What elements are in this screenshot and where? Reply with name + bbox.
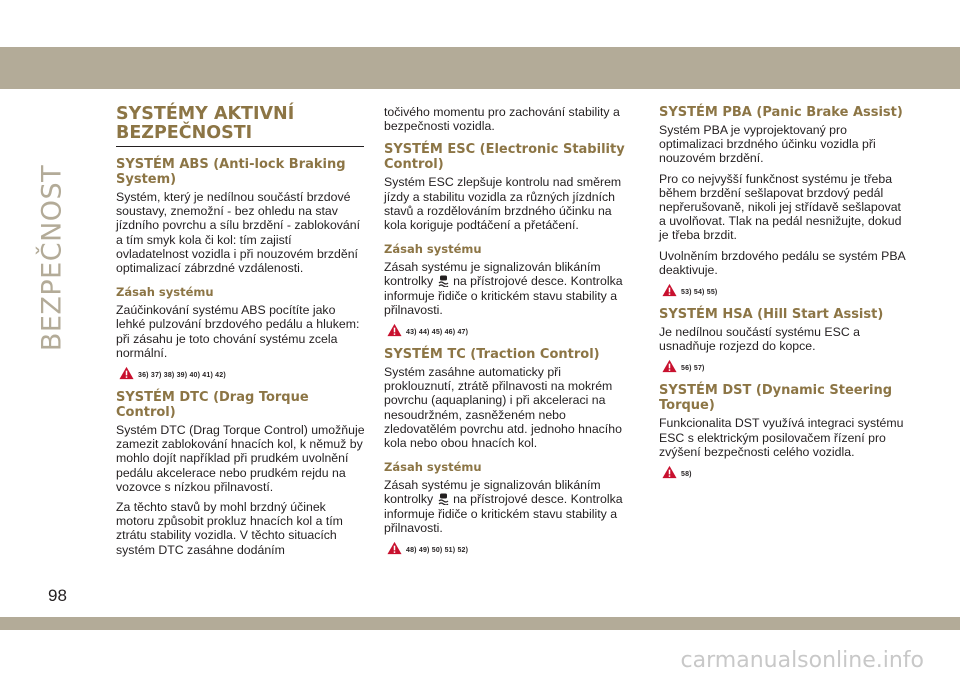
pba-heading: SYSTÉM PBA (Panic Brake Assist) (659, 105, 903, 120)
column-1 (116, 105, 366, 563)
title-divider (116, 146, 364, 147)
warning-triangle-icon (662, 283, 677, 297)
abs-heading: SYSTÉM ABS (Anti-lock Braking System) (116, 157, 346, 187)
page-number: 98 (48, 586, 67, 605)
esc-heading: SYSTÉM ESC (Electronic Stability Control) (384, 142, 625, 173)
dtc-description-continued: Za těchto stavů by mohl brzdný účinek motoru způsobit prokluz hnacích kol a tím ztrátu stability vozidla. V těchto situacích systém DTC zasáhne dodáním (116, 500, 343, 557)
warning-reference-numbers: 36) 37) 38) 39) 40) 41) 42) (138, 372, 226, 380)
dtc-description: Systém DTC (Drag Torque Control) umožňuje zamezit zablokování hnacích kol, k němuž by mohlo dojít například při prudkém uvolnění pedálu akcelerace nebo prudkém rejdu na vozovce s nízkou přilnavostí. (116, 423, 365, 494)
tc-intervention-text-b: na přístrojové desce. Kontrolka informuje řidiče o kritickém stavu stability a přilnavosti. (384, 492, 623, 535)
warning-triangle-icon (662, 465, 677, 479)
esc-warning-light-icon (438, 275, 449, 287)
warning-triangle-icon (387, 323, 402, 337)
pba-usage-text: Pro co nejvyšší funkčnost systému je třeba během brzdění sešlapovat brzdový pedál nepřerušovaně, nikoli jej střídavě sešlapovat a uvolňovat. Tlak na pedál nesnižujte, dokud je třeba brzdit. (659, 171, 902, 243)
warning-reference-numbers: 48) 49) 50) 51) 52) (406, 547, 469, 555)
abs-warning-refs (119, 366, 366, 380)
pba-description: Systém PBA je vyprojektovaný pro optimalizaci brzdného účinku vozidla při nouzovém brzdění. (659, 123, 876, 166)
header-band (0, 47, 960, 89)
tc-heading: SYSTÉM TC (Traction Control) (384, 347, 600, 363)
hsa-heading: SYSTÉM HSA (Hill Start Assist) (659, 307, 884, 323)
dst-heading: SYSTÉM DST (Dynamic Steering Torque) (659, 383, 893, 414)
esc-intervention-text-a: Zásah systému je signalizován blikáním kontrolky (384, 260, 601, 289)
warning-reference-numbers: 43) 44) 45) 46) 47) (406, 329, 469, 337)
watermark-text: carmanualsonline.info (680, 648, 924, 673)
dst-description: Funkcionalita DST využívá integraci systému ESC s elektrickým posilovačem řízení pro zvýšení bezpečnosti celého vozidla. (659, 416, 904, 459)
warning-triangle-icon (387, 541, 402, 555)
column-3 (659, 105, 909, 489)
warning-triangle-icon (662, 359, 677, 373)
esc-intervention-text (384, 260, 634, 317)
abs-intervention-text: Zaúčinkování systému ABS pocítíte jako lehké pulzování brzdového pedálu a hlukem: při zásahu je toto chování systému zcela normální. (116, 303, 360, 360)
warning-triangle-icon (119, 366, 134, 380)
pba-deactivation-text: Uvolněním brzdového pedálu se systém PBA deaktivuje. (659, 248, 906, 277)
esc-description: Systém ESC zlepšuje kontrolu nad směrem jízdy a stabilitu vozidla za různých jízdních stavů a rozdělováním brzdného účinku na kola koriguje podtáčení a přetáčení. (384, 175, 622, 233)
footer-band (0, 617, 960, 630)
esc-intervention-heading: Zásah systému (384, 242, 482, 257)
hsa-warning-refs (662, 359, 909, 373)
hsa-description: Je nedílnou součástí systému ESC a usnadňuje rozjezd do kopce. (659, 325, 860, 354)
abs-intervention-heading: Zásah systému (116, 285, 214, 300)
dtc-continuation-text: točivého momentu pro zachování stability a bezpečnosti vozidla. (384, 105, 620, 134)
warning-reference-numbers: 58) (681, 471, 692, 479)
page-title: SYSTÉMY AKTIVNÍ BEZPEČNOSTI (116, 104, 295, 143)
tc-intervention-text-a: Zásah systému je signalizován blikáním kontrolky (384, 478, 601, 507)
dtc-heading: SYSTÉM DTC (Drag Torque Control) (116, 390, 309, 421)
esc-warning-refs (387, 323, 634, 337)
tc-description: Systém zasáhne automaticky při proklouznutí, ztrátě přilnavosti na mokrém povrchu (aquaplaning) i při akceleraci na nesoudržném, zasněženém nebo zledovatělém povrchu atd. jednoho hnacího kola nebo obou hnacích kol. (384, 365, 622, 451)
tc-intervention-text (384, 478, 634, 535)
warning-reference-numbers: 53) 54) 55) (681, 289, 718, 297)
side-label-text: BEZPEČNOST (36, 164, 68, 352)
warning-reference-numbers: 56) 57) (681, 365, 705, 373)
dst-warning-refs (662, 465, 909, 479)
tc-intervention-heading: Zásah systému (384, 460, 482, 475)
abs-description: Systém, který je nedílnou součástí brzdové soustavy, znemožní - bez ohledu na stav jízdního povrchu a sílu brzdění - zablokování a tím smyk kola či kol: tím zajistí ovladatelnost vozidla i při nouzovém brzdění optimalizací zábrzdné vzdálenosti. (116, 190, 361, 276)
tc-warning-refs (387, 541, 634, 555)
esc-intervention-text-b: na přístrojové desce. Kontrolka informuje řidiče o kritickém stavu stability a přilnavosti. (384, 274, 623, 317)
column-2 (384, 105, 634, 565)
pba-warning-refs (662, 283, 909, 297)
esc-warning-light-icon (438, 493, 449, 505)
